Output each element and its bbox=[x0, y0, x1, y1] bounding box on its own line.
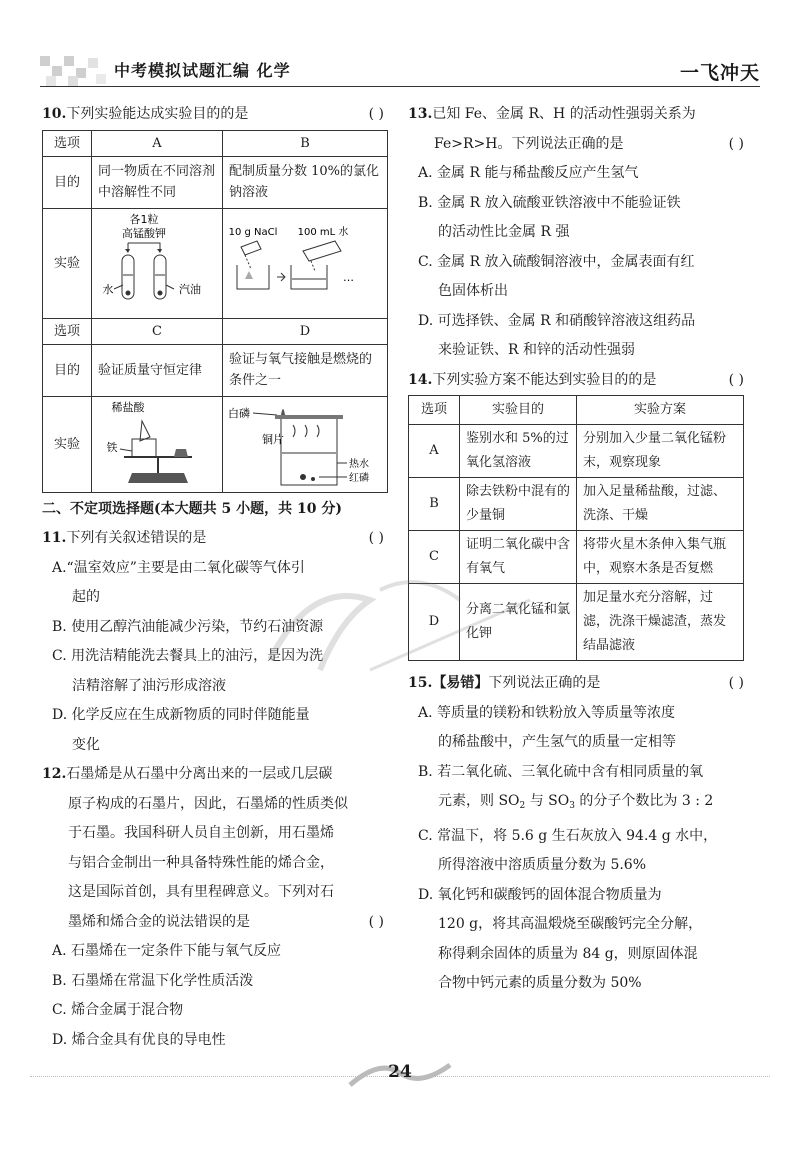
option-D: D. 化学反应在生成新物质的同时伴随能量 bbox=[52, 707, 310, 723]
table-row bbox=[409, 425, 744, 478]
fig-label: 稀盐酸 bbox=[111, 401, 145, 414]
svg-text:…: … bbox=[343, 271, 354, 284]
option-A: A. 等质量的镁粉和铁粉放入等质量等浓度 bbox=[418, 704, 676, 721]
option-C-cont: 所得溶液中溶质质量分数为 5.6% bbox=[438, 857, 647, 873]
text-run: 元素，则 SO bbox=[438, 793, 520, 809]
cell-C-purpose: 验证质量守恒定律 bbox=[92, 344, 223, 396]
question-10 bbox=[42, 100, 388, 130]
fig-label: 各1粒 bbox=[129, 213, 159, 226]
header-purpose: 实验目的 bbox=[460, 396, 577, 425]
page-header bbox=[40, 52, 760, 92]
row-option: A bbox=[409, 425, 460, 478]
header-option: 选项 bbox=[409, 396, 460, 425]
question-stem-line: 石墨烯是从石墨中分离出来的一层或几层碳 bbox=[66, 766, 333, 782]
page-number: 24 bbox=[388, 1062, 412, 1082]
option-A: A.“温室效应”主要是由二氧化碳等气体引 bbox=[52, 559, 305, 576]
text-run: 的分子个数比为 3 : 2 bbox=[574, 793, 714, 809]
combustion-diagram bbox=[223, 397, 373, 491]
row-plan: 将带火星木条伸入集气瓶中，观察木条是否复燃 bbox=[577, 531, 744, 584]
fig-label: 高锰酸钾 bbox=[122, 227, 166, 240]
question-stem: 下列实验能达成实验目的的是 bbox=[66, 106, 249, 122]
question-stem-line: 原子构成的石墨片，因此，石墨烯的性质类似 bbox=[68, 795, 348, 812]
question-15 bbox=[408, 669, 748, 999]
cell-D: D bbox=[223, 318, 388, 344]
fig-label: 10 g NaCl bbox=[228, 227, 278, 238]
row-option: B bbox=[409, 478, 460, 531]
cell-B-purpose: 配制质量分数 10%的氯化钠溶液 bbox=[223, 156, 388, 208]
answer-paren: ( ) bbox=[368, 106, 384, 122]
option-C: C. 金属 R 放入硫酸铜溶液中，金属表面有红 bbox=[418, 253, 695, 270]
error-prone-tag: 【易错】 bbox=[432, 675, 489, 691]
question-number: 10. bbox=[42, 106, 67, 122]
header-plan: 实验方案 bbox=[577, 396, 744, 425]
question-stem-line: 与铝合金制出一种具备特殊性能的烯合金， bbox=[68, 854, 334, 871]
option-D-cont: 来验证铁、R 和锌的活动性强弱 bbox=[438, 342, 635, 358]
row-purpose: 证明二氧化碳中含有氧气 bbox=[460, 531, 577, 584]
option-D-cont: 称得剩余固体的质量为 84 g，则原固体混 bbox=[438, 945, 698, 962]
option-A-cont: 起的 bbox=[72, 589, 100, 605]
question-stem-line: 墨烯和烯合金的说法错误的是 bbox=[68, 913, 250, 930]
cell-label-experiment: 实验 bbox=[43, 208, 92, 318]
question-number: 11. bbox=[42, 530, 67, 546]
option-A: A. 金属 R 能与稀盐酸反应产生氢气 bbox=[418, 165, 639, 181]
question-stem-line: 已知 Fe、金属 R、H 的活动性强弱关系为 bbox=[432, 106, 696, 122]
row-purpose: 除去铁粉中混有的少量铜 bbox=[460, 478, 577, 531]
book-title: 中考模拟试题汇编 化学 bbox=[114, 61, 291, 80]
answer-paren: ( ) bbox=[728, 675, 744, 691]
cell-B: B bbox=[223, 130, 388, 156]
q10-table bbox=[42, 130, 388, 493]
subscript: 2 bbox=[519, 801, 526, 811]
answer-paren: ( ) bbox=[728, 371, 744, 388]
cell-C-experiment bbox=[92, 396, 223, 492]
option-C: C. 常温下，将 5.6 g 生石灰放入 94.4 g 水中， bbox=[418, 827, 718, 844]
header-rule bbox=[40, 86, 760, 87]
option-A-cont: 的稀盐酸中，产生氢气的质量一定相等 bbox=[438, 734, 676, 750]
right-column bbox=[408, 100, 748, 999]
question-stem-line: 于石墨。我国科研人员自主创新，用石墨烯 bbox=[68, 825, 334, 841]
watermark-logo bbox=[250, 560, 550, 690]
option-D-cont: 合物中钙元素的质量分数为 50% bbox=[438, 975, 642, 991]
row-option: C bbox=[409, 531, 460, 584]
cell-label-purpose: 目的 bbox=[43, 156, 92, 208]
brand-logo: 一飞冲天 bbox=[679, 62, 760, 84]
fig-label: 铜片 bbox=[262, 433, 284, 446]
option-B: B. 石墨烯在常温下化学性质活泼 bbox=[52, 972, 254, 989]
question-stem-line: 这是国际首创，具有里程碑意义。下列对石 bbox=[68, 884, 334, 900]
text-run: 与 SO bbox=[525, 793, 570, 809]
question-14 bbox=[408, 366, 748, 396]
question-number: 14. bbox=[408, 371, 433, 388]
option-B-cont bbox=[408, 787, 748, 822]
section-title: 二、不定项选择题(本大题共 5 小题，共 10 分) bbox=[42, 500, 342, 517]
fig-label: 白磷 bbox=[228, 407, 250, 420]
row-purpose: 分离二氧化锰和氯化钾 bbox=[460, 584, 577, 661]
cell-A-experiment bbox=[92, 208, 223, 318]
header-decoration bbox=[40, 56, 110, 86]
fig-label: 铁 bbox=[106, 441, 118, 454]
fig-label: 红磷 bbox=[349, 473, 369, 484]
cell-label-option: 选项 bbox=[43, 130, 92, 156]
option-C-cont: 洁精溶解了油污形成溶液 bbox=[72, 677, 226, 694]
option-D-cont: 120 g，将其高温煅烧至碳酸钙完全分解， bbox=[438, 916, 703, 932]
question-stem: 下列有关叙述错误的是 bbox=[66, 530, 207, 546]
cell-A-purpose: 同一物质在不同溶剂中溶解性不同 bbox=[92, 156, 223, 208]
cell-D-experiment bbox=[223, 396, 388, 492]
question-stem-line: Fe>R>H。下列说法正确的是 bbox=[434, 135, 624, 152]
option-D-cont: 变化 bbox=[72, 736, 100, 753]
cell-A: A bbox=[92, 130, 223, 156]
answer-paren: ( ) bbox=[368, 530, 384, 546]
question-number: 13. bbox=[408, 106, 433, 122]
question-number: 12. bbox=[42, 766, 67, 782]
option-B-cont: 的活动性比金属 R 强 bbox=[438, 224, 570, 240]
subscript: 3 bbox=[569, 801, 575, 811]
row-plan: 分别加入少量二氧化锰粉末，观察现象 bbox=[577, 425, 744, 478]
row-purpose: 鉴别水和 5%的过氧化氢溶液 bbox=[460, 425, 577, 478]
solution-prep-diagram bbox=[223, 209, 373, 317]
option-C: C. 烯合金属于混合物 bbox=[52, 1002, 184, 1018]
fig-label: 汽油 bbox=[179, 283, 201, 296]
cell-C: C bbox=[92, 318, 223, 344]
cell-label-purpose: 目的 bbox=[43, 344, 92, 396]
table-row bbox=[409, 478, 744, 531]
cell-D-purpose: 验证与氧气接触是燃烧的条件之一 bbox=[223, 344, 388, 396]
row-plan: 加足量水充分溶解，过滤，洗涤干燥滤渣，蒸发结晶滤液 bbox=[577, 584, 744, 661]
test-tubes-diagram bbox=[92, 209, 216, 317]
row-plan: 加入足量稀盐酸，过滤、洗涤、干燥 bbox=[577, 478, 744, 531]
option-D: D. 烯合金具有优良的导电性 bbox=[52, 1031, 226, 1048]
option-C-cont: 色固体析出 bbox=[438, 283, 508, 299]
option-B: B. 若二氧化硫、三氧化硫中含有相同质量的氧 bbox=[418, 763, 704, 780]
option-D: D. 氧化钙和碳酸钙的固体混合物质量为 bbox=[418, 886, 662, 903]
question-stem: 下列实验方案不能达到实验目的的是 bbox=[432, 371, 657, 388]
cell-label-option: 选项 bbox=[43, 318, 92, 344]
option-C: C. 用洗洁精能洗去餐具上的油污，是因为洗 bbox=[52, 648, 324, 664]
question-stem: 下列说法正确的是 bbox=[488, 675, 601, 691]
question-12 bbox=[42, 760, 388, 1055]
question-number: 15. bbox=[408, 675, 433, 691]
question-13 bbox=[408, 100, 748, 366]
balance-diagram bbox=[92, 397, 216, 491]
fig-label: 热水 bbox=[349, 459, 369, 470]
option-D: D. 可选择铁、金属 R 和硝酸锌溶液这组药品 bbox=[418, 312, 696, 329]
cell-B-experiment bbox=[223, 208, 388, 318]
row-option: D bbox=[409, 584, 460, 661]
cell-label-experiment: 实验 bbox=[43, 396, 92, 492]
answer-paren: ( ) bbox=[728, 135, 744, 152]
answer-paren: ( ) bbox=[368, 913, 384, 930]
fig-label: 100 mL 水 bbox=[297, 227, 349, 238]
option-B: B. 使用乙醇汽油能减少污染，节约石油资源 bbox=[52, 618, 324, 635]
option-B: B. 金属 R 放入硫酸亚铁溶液中不能验证铁 bbox=[418, 194, 681, 211]
fig-label: 水 bbox=[102, 283, 114, 296]
option-A: A. 石墨烯在一定条件下能与氧气反应 bbox=[52, 943, 282, 959]
